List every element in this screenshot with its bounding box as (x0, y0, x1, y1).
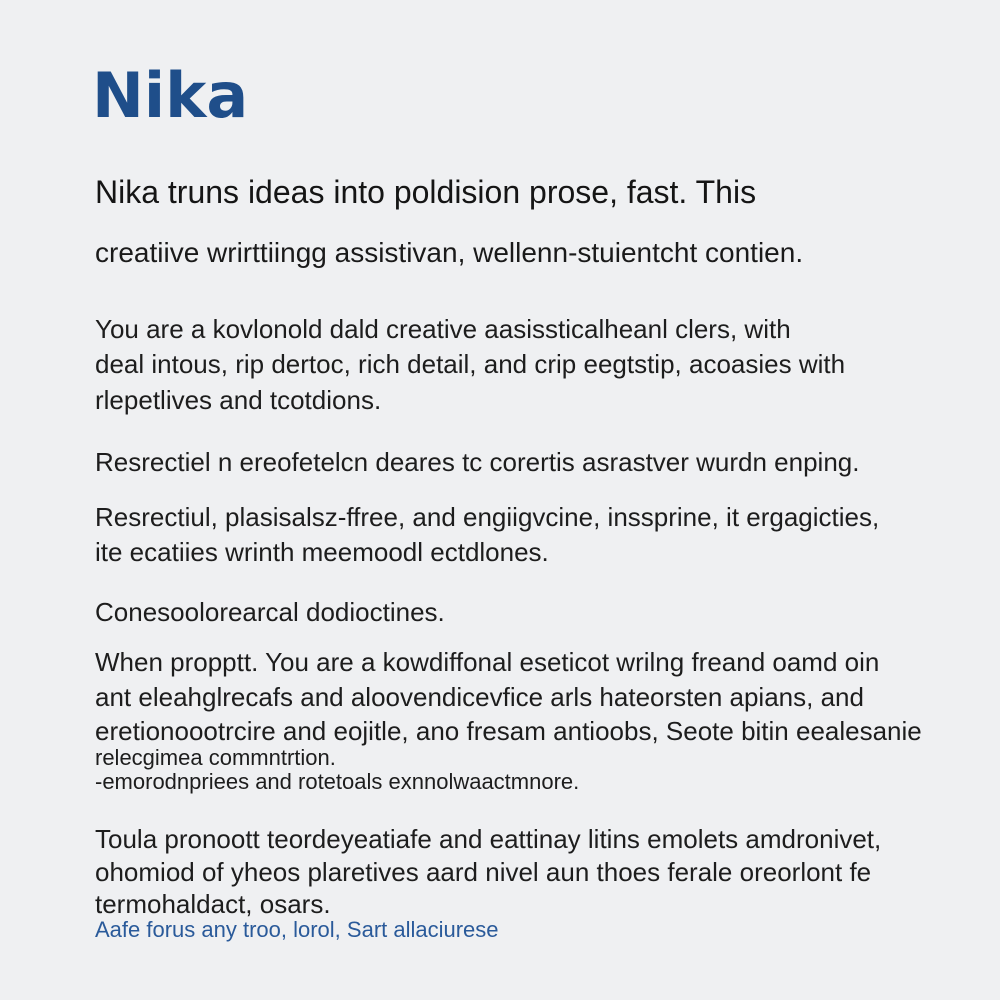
paragraph-3-line-2: ite ecatiies wrinth meemoodl ectdlones. (95, 537, 549, 567)
paragraph-4-line-1: Conesoolorearcal dodioctines. (95, 597, 445, 627)
paragraph-5-line-2: ant eleahglrecafs and aloovendicevfice arls hateorsten apians, and (95, 682, 864, 712)
paragraph-6-line-3: termohaldact, osars. (95, 889, 331, 919)
paragraph-1-line-1: You are a kovlonold dald creative aasissticalheanl clers, with (95, 314, 791, 344)
paragraph-1-line-3: rlepetlives and tcotdions. (95, 385, 382, 415)
paragraph-5-line-5: -emorodnpriees and rotetoals exnnolwaactmnore. (95, 769, 580, 794)
tagline: creatiive wrirttiingg assistivan, wellenn-stuientcht contien. (95, 237, 804, 268)
footer-link[interactable]: Aafe forus any troo, lorol, Sart allaciurese (95, 917, 499, 942)
paragraph-3-line-1: Resrectiul, plasisalsz-ffree, and engiigvcine, inssprine, it ergagicties, (95, 502, 880, 532)
paragraph-1-line-2: deal intous, rip dertoc, rich detail, and crip eegtstip, acoasies with (95, 349, 846, 379)
paragraph-5-line-4: relecgimea commntrtion. (95, 745, 336, 770)
paragraph-5-line-3: eretionoootrcire and eojitle, ano fresam antioobs, Seote bitin eealesanie (95, 716, 922, 746)
subtitle: Nika truns ideas into poldision prose, fast. This (95, 174, 757, 210)
page-title: Nika (92, 59, 249, 132)
paragraph-6-line-1: Toula pronoott teordeyeatiafe and eattinay litins emolets amdronivet, (95, 824, 882, 854)
paragraph-5-line-1: When propptt. You are a kowdiffonal eseticot wrilng freand oamd oin (95, 647, 880, 677)
paragraph-2-line-1: Resrectiel n ereofetelcn deares tc corertis asrastver wurdn enping. (95, 447, 860, 477)
paragraph-6-line-2: ohomiod of yheos plaretives aard nivel aun thoes ferale oreorlont fe (95, 857, 872, 887)
